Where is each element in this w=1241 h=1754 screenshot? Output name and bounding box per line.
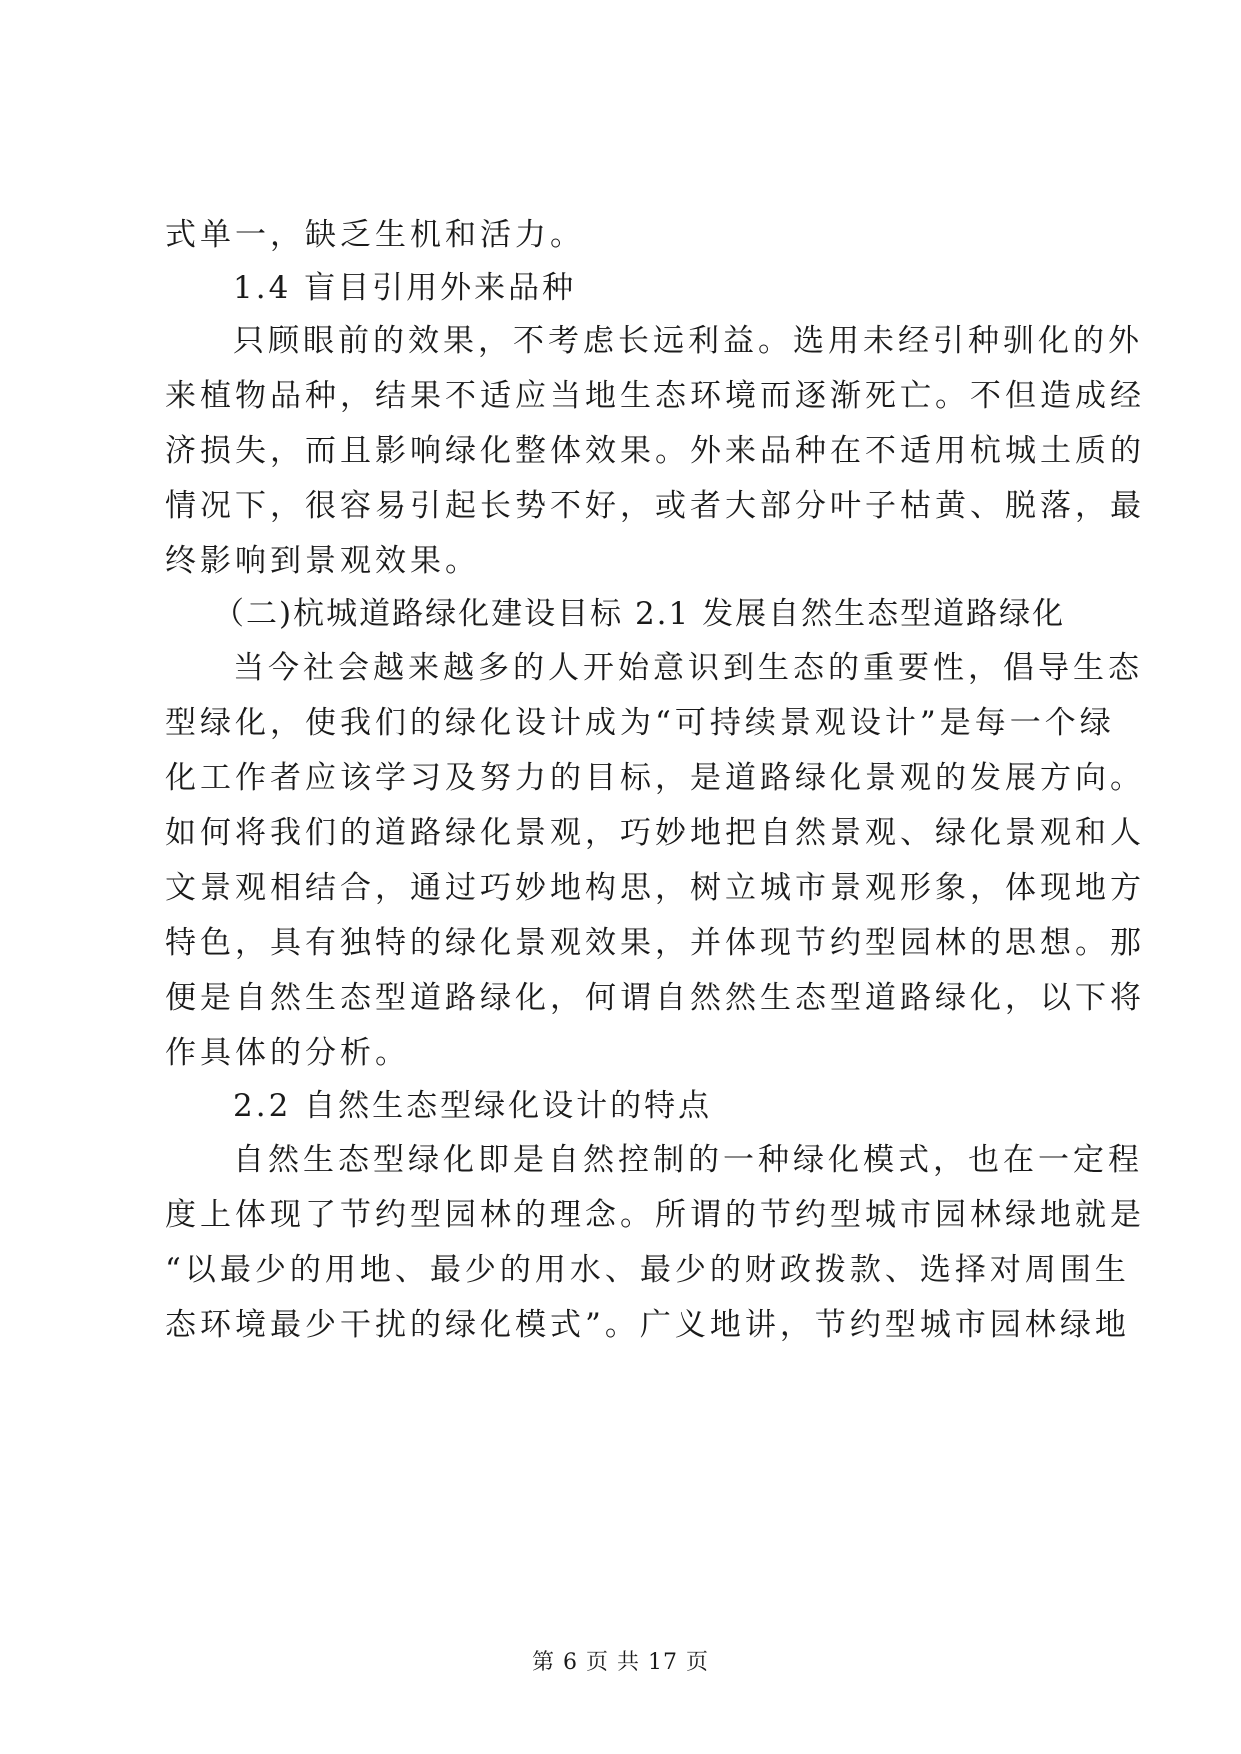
section-heading: 1.4 盲目引用外来品种 — [233, 270, 577, 306]
paragraph-line: 如何将我们的道路绿化景观，巧妙地把自然景观、绿化景观和人 — [165, 815, 1145, 851]
paragraph-line: 作具体的分析。 — [165, 1035, 410, 1071]
paragraph-line: 来植物品种，结果不适应当地生态环境而逐渐死亡。不但造成经 — [165, 378, 1145, 414]
section-heading: （二)杭城道路绿化建设目标 2.1 发展自然生态型道路绿化 — [213, 596, 1066, 632]
section-heading: 2.2 自然生态型绿化设计的特点 — [233, 1088, 713, 1124]
paragraph-line: “以最少的用地、最少的用水、最少的财政拨款、选择对周围生 — [165, 1252, 1130, 1288]
paragraph-line: 终影响到景观效果。 — [165, 543, 480, 579]
paragraph-line: 情况下，很容易引起长势不好，或者大部分叶子枯黄、脱落，最 — [165, 488, 1145, 524]
paragraph-line: 便是自然生态型道路绿化，何谓自然然生态型道路绿化，以下将 — [165, 980, 1145, 1016]
paragraph-line: 态环境最少干扰的绿化模式”。广义地讲，节约型城市园林绿地 — [165, 1307, 1130, 1343]
paragraph-line: 度上体现了节约型园林的理念。所谓的节约型城市园林绿地就是 — [165, 1197, 1145, 1233]
paragraph-line: 当今社会越来越多的人开始意识到生态的重要性，倡导生态 — [233, 650, 1143, 686]
paragraph-line: 特色，具有独特的绿化景观效果，并体现节约型园林的思想。那 — [165, 925, 1145, 961]
paragraph-line: 只顾眼前的效果，不考虑长远利益。选用未经引种驯化的外 — [233, 323, 1143, 359]
paragraph-line: 自然生态型绿化即是自然控制的一种绿化模式，也在一定程 — [233, 1142, 1143, 1178]
page-number-footer: 第 6 页 共 17 页 — [532, 1650, 709, 1675]
paragraph-line: 文景观相结合，通过巧妙地构思，树立城市景观形象，体现地方 — [165, 870, 1145, 906]
paragraph-line: 化工作者应该学习及努力的目标，是道路绿化景观的发展方向。 — [165, 760, 1145, 796]
paragraph-line: 济损失，而且影响绿化整体效果。外来品种在不适用杭城土质的 — [165, 433, 1145, 469]
paragraph-line: 式单一，缺乏生机和活力。 — [165, 217, 585, 253]
paragraph-line: 型绿化，使我们的绿化设计成为“可持续景观设计”是每一个绿 — [165, 705, 1115, 741]
